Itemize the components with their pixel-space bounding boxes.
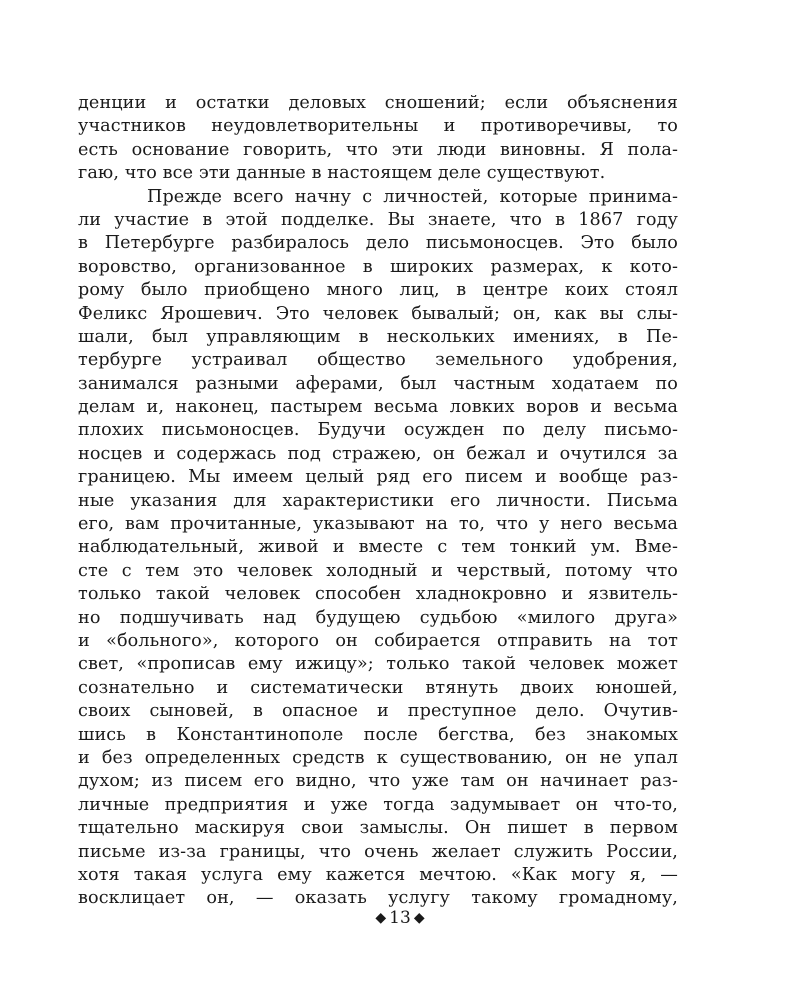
text-line: шись в Константинополе после бегства, без знакомых [78, 724, 678, 745]
text-line: носцев и содержась под стражею, он бежал и очутился за [78, 443, 678, 464]
text-line: хотя такая услуга ему кажется мечтою. «Как могу я, — [78, 864, 678, 885]
text-line: Прежде всего начну с личностей, которые принима- [147, 186, 678, 207]
text-line: восклицает он, — оказать услугу такому громадному, [78, 888, 678, 909]
page-body [78, 92, 678, 911]
text-line: шали, был управляющим в нескольких имениях, в Пе- [78, 326, 678, 347]
text-line: рому было приобщено много лиц, в центре коих стоял [78, 280, 678, 301]
text-line: гаю, что все эти данные в настоящем деле существуют. [78, 163, 606, 184]
text-line: плохих письмоносцев. Будучи осужден по делу письмо- [78, 420, 678, 441]
text-line: только такой человек способен хладнокровно и язвитель- [78, 584, 678, 605]
text-line: тщательно маскируя свои замыслы. Он пишет в первом [78, 818, 678, 839]
text-line: в Петербурге разбиралось дело письмоносцев. Это было [78, 233, 678, 254]
text-line: письме из-за границы, что очень желает служить России, [78, 841, 678, 862]
text-line: сознательно и систематически втянуть двоих юношей, [78, 677, 678, 698]
text-line: воровство, организованное в широких размерах, к кото- [78, 256, 678, 277]
text-line: тербурге устраивал общество земельного удобрения, [78, 350, 678, 371]
text-line: границею. Мы имеем целый ряд его писем и вообще раз- [78, 467, 678, 488]
text-line: свет, «прописав ему ижицу»; только такой человек может [78, 654, 678, 675]
right-ornament-icon: ◆ [413, 910, 425, 926]
page-footer [0, 906, 800, 930]
text-line: ные указания для характеристики его личности. Письма [78, 490, 678, 511]
text-line: личные предприятия и уже тогда задумывает он что-то, [78, 794, 678, 815]
text-line: ли участие в этой подделке. Вы знаете, что в 1867 году [78, 209, 678, 230]
text-line: но подшучивать над будущею судьбою «милого друга» [78, 607, 678, 628]
text-line: своих сыновей, в опасное и преступное дело. Очутив- [78, 701, 678, 722]
text-line: участников неудовлетворительны и противоречивы, то [78, 116, 678, 137]
text-line: сте с тем это человек холодный и черствый, потому что [78, 560, 678, 581]
text-line: есть основание говорить, что эти люди виновны. Я пола- [78, 139, 678, 160]
text-line: духом; из писем его видно, что уже там он начинает раз- [78, 771, 678, 792]
text-line: и «больного», которого он собирается отправить на тот [78, 630, 678, 651]
text-line: Феликс Ярошевич. Это человек бывалый; он, как вы слы- [78, 303, 678, 324]
text-line: и без определенных средств к существованию, он не упал [78, 747, 678, 768]
text-line: делам и, наконец, пастырем весьма ловких воров и весьма [78, 397, 678, 418]
text-line: его, вам прочитанные, указывают на то, что у него весьма [78, 514, 678, 535]
page-number: 13 [389, 908, 411, 928]
text-line: занимался разными аферами, был частным ходатаем по [78, 373, 678, 394]
text-line: денции и остатки деловых сношений; если объяснения [78, 93, 678, 113]
left-ornament-icon: ◆ [375, 910, 387, 926]
text-line: наблюдательный, живой и вместе с тем тонкий ум. Вме- [78, 537, 678, 558]
